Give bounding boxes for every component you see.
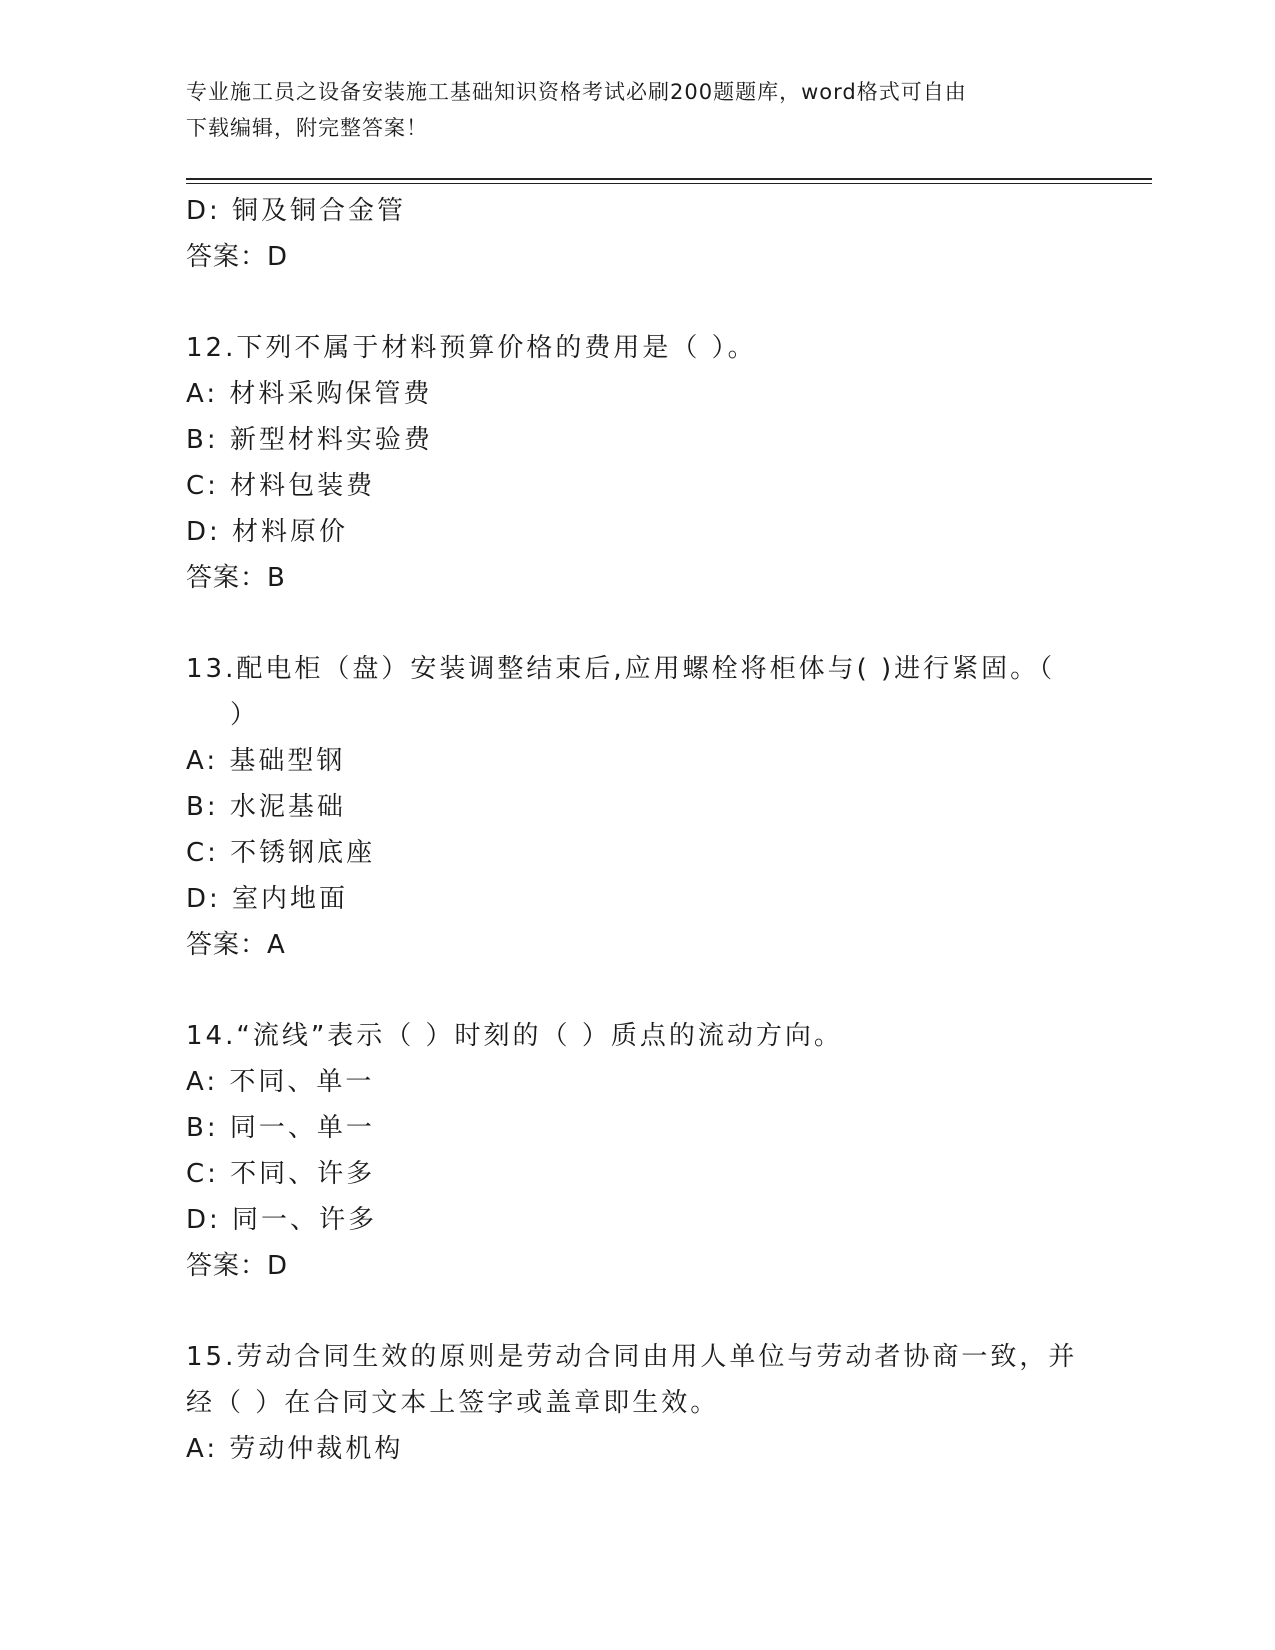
- option-d: D: 材料原价: [186, 517, 349, 547]
- question-15: [186, 1334, 1086, 1472]
- question-stem: 12.下列不属于材料预算价格的费用是（ ）。: [186, 333, 757, 363]
- question-stem-line-2: 经（ ）在合同文本上签字或盖章即生效。: [186, 1388, 720, 1418]
- question-14: [186, 1013, 1086, 1289]
- option-d: D: 室内地面: [186, 884, 349, 914]
- option-d: D: 同一、许多: [186, 1205, 378, 1235]
- question-stem: 14.“流线”表示（ ）时刻的（ ）质点的流动方向。: [186, 1021, 843, 1051]
- question-stem-line-1: 15.劳动合同生效的原则是劳动合同由用人单位与劳动者协商一致，并: [186, 1342, 1078, 1372]
- question-stem-line-2: ）: [230, 700, 260, 730]
- option-a: A: 不同、单一: [186, 1067, 375, 1097]
- question-list: [186, 188, 1086, 1472]
- option-c: C: 不锈钢底座: [186, 838, 376, 868]
- answer: 答案：D: [186, 242, 289, 272]
- option-a: A: 劳动仲裁机构: [186, 1434, 404, 1464]
- question-13: [186, 646, 1086, 968]
- option-b: B: 同一、单一: [186, 1113, 375, 1143]
- question-stem-line-1: 13.配电柜（盘）安装调整结束后,应用螺栓将柜体与( )进行紧固。（: [186, 654, 1056, 684]
- option-a: A: 材料采购保管费: [186, 379, 433, 409]
- header-line-2: 下载编辑，附完整答案！: [186, 116, 428, 140]
- header-line-1: 专业施工员之设备安装施工基础知识资格考试必刷200题题库，word格式可自由: [186, 80, 967, 104]
- document-header: [186, 74, 1066, 146]
- header-rule-thin: [186, 183, 1152, 184]
- header-rule-thick: [186, 178, 1152, 180]
- option-b: B: 新型材料实验费: [186, 425, 433, 455]
- answer: 答案：A: [186, 930, 286, 960]
- answer: 答案：B: [186, 563, 286, 593]
- answer: 答案：D: [186, 1251, 289, 1281]
- option-a: A: 基础型钢: [186, 746, 346, 776]
- option-c: C: 不同、许多: [186, 1159, 376, 1189]
- option-c: C: 材料包装费: [186, 471, 376, 501]
- question-12: [186, 325, 1086, 601]
- option-b: B: 水泥基础: [186, 792, 346, 822]
- question-11-continuation: [186, 188, 1086, 280]
- option-d: D: 铜及铜合金管: [186, 196, 407, 226]
